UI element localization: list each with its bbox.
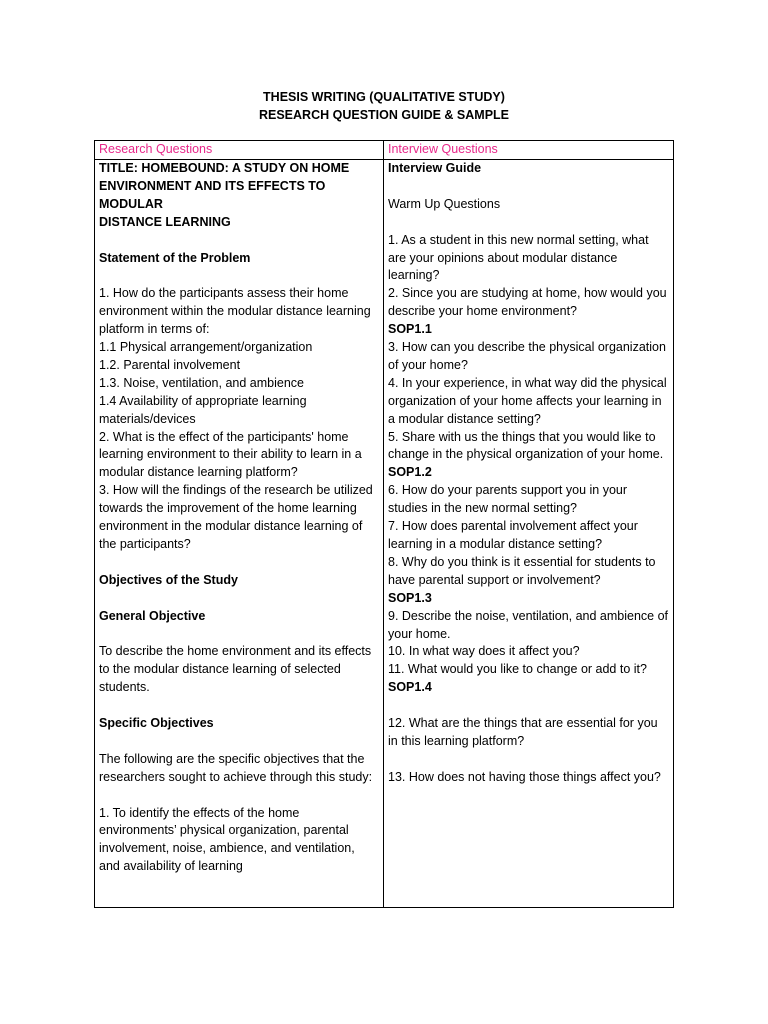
specific-objectives-intro: The following are the specific objectives that the researchers sought to achieve through this study: bbox=[99, 751, 373, 784]
sop-label: SOP1.4 bbox=[388, 680, 432, 695]
interview-question: 8. Why do you think is it essential for students to have parental support or involvement? bbox=[388, 554, 656, 587]
specific-objectives-heading: Specific Objectives bbox=[99, 716, 214, 730]
problem-item: 1.2. Parental involvement bbox=[99, 357, 241, 372]
problem-question-2: 2. What is the effect of the participants' home learning environment to their ability to learn in a modular distance learning platform? bbox=[99, 429, 362, 480]
objectives-heading: Objectives of the Study bbox=[99, 572, 238, 587]
document-title bbox=[0, 88, 768, 124]
sop-label: SOP1.1 bbox=[388, 322, 432, 337]
problem-item: 1.1 Physical arrangement/organization bbox=[99, 340, 313, 355]
table-body-row bbox=[95, 160, 674, 908]
sop-label: SOP1.2 bbox=[388, 465, 432, 480]
interview-question: 10. In what way does it affect you? bbox=[388, 644, 580, 659]
interview-guide-heading: Interview Guide bbox=[388, 161, 482, 175]
interview-question: 7. How does parental involvement affect your learning in a modular distance setting? bbox=[388, 519, 638, 551]
problem-item: 1.4 Availability of appropriate learning materials/devices bbox=[99, 393, 307, 426]
interview-question: 9. Describe the noise, ventilation, and ambience of your home. bbox=[388, 608, 669, 641]
statement-of-problem-heading: Statement of the Problem bbox=[99, 250, 251, 265]
study-title-continued: DISTANCE LEARNING bbox=[99, 214, 231, 229]
header-research-questions: Research Questions bbox=[95, 141, 384, 160]
title-line-1: THESIS WRITING (QUALITATIVE STUDY) bbox=[263, 90, 505, 104]
interview-question: 11. What would you like to change or add to it? bbox=[388, 662, 647, 677]
problem-question-1: 1. How do the participants assess their home environment within the modular distance learning platform in terms of: bbox=[99, 286, 371, 337]
table-header-row bbox=[95, 141, 674, 160]
interview-question: 3. How can you describe the physical organization of your home? bbox=[388, 340, 666, 372]
interview-question: 4. In your experience, in what way did the physical organization of your home affects your learning in a modular distance setting? bbox=[388, 375, 667, 426]
interview-question: 5. Share with us the things that you would like to change in the physical organization of your home. bbox=[388, 429, 664, 462]
warm-up-heading: Warm Up Questions bbox=[388, 196, 501, 211]
interview-question: 2. Since you are studying at home, how would you describe your home environment? bbox=[388, 286, 667, 319]
general-objective-text: To describe the home environment and its effects to the modular distance learning of selected students. bbox=[99, 644, 372, 695]
header-interview-questions: Interview Questions bbox=[384, 141, 674, 160]
title-line-2: RESEARCH QUESTION GUIDE & SAMPLE bbox=[258, 108, 510, 122]
interview-question: 12. What are the things that are essential for you in this learning platform? bbox=[388, 716, 658, 748]
interview-questions-cell bbox=[384, 160, 674, 908]
interview-question: 13. How does not having those things affect you? bbox=[388, 769, 661, 784]
study-title: TITLE: HOMEBOUND: A STUDY ON HOME ENVIRONMENT AND ITS EFFECTS TO MODULAR bbox=[99, 161, 350, 211]
specific-objective-1: 1. To identify the effects of the home environments’ physical organization, parental involvement, noise, ambience, and ventilation, and availability of learning bbox=[99, 805, 355, 874]
interview-question: 1. As a student in this new normal setting, what are your opinions about modular distance learning? bbox=[388, 232, 649, 283]
interview-question: 6. How do your parents support you in your studies in the new normal setting? bbox=[388, 483, 628, 516]
research-question-table bbox=[94, 140, 674, 908]
general-objective-heading: General Objective bbox=[99, 608, 206, 623]
sop-label: SOP1.3 bbox=[388, 590, 432, 605]
research-questions-cell bbox=[95, 160, 384, 908]
problem-question-3: 3. How will the findings of the research be utilized towards the improvement of the home learning environment in the modular distance learning of the participants? bbox=[99, 483, 373, 551]
problem-item: 1.3. Noise, ventilation, and ambience bbox=[99, 375, 304, 390]
